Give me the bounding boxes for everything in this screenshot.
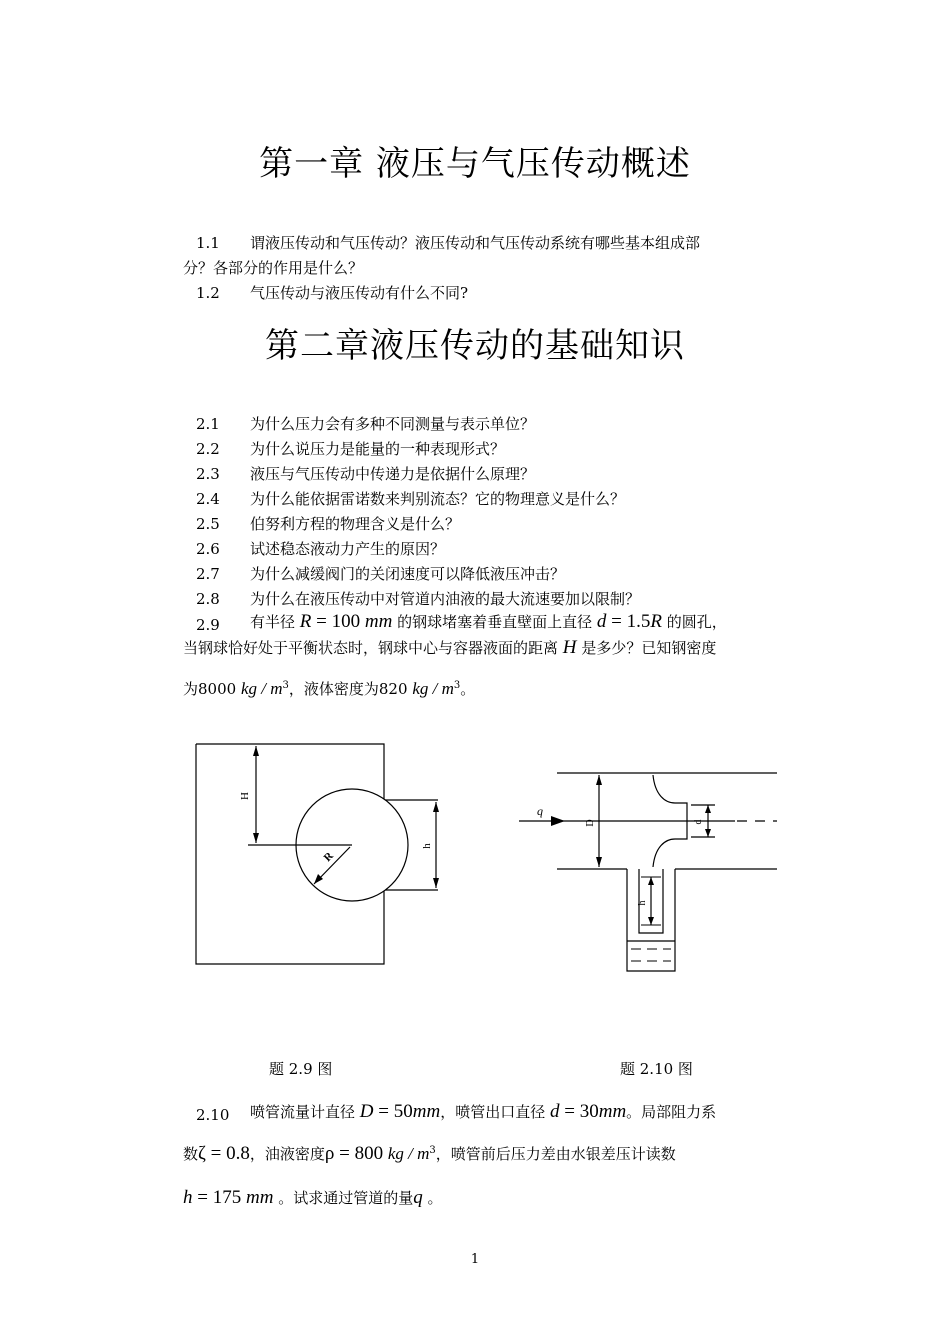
arrow [433,802,439,812]
text-run: 的圆孔， [666,613,727,631]
arrow [596,857,602,867]
question-2-9-number: 2.9 [196,616,220,634]
formula-D: D = 50mm [359,1101,441,1122]
text-run: 。 [427,1189,443,1207]
question-1-1-number: 1.1 [196,234,220,252]
label-d: d [693,819,704,825]
question-number: 2.2 [196,440,220,458]
arrow [648,917,654,925]
chapter-2-title: 第二章液压传动的基础知识 [265,326,685,366]
question-2-9-line1 [250,612,727,632]
formula-h: h = 175 mm [183,1187,274,1208]
unit: kg / m [412,679,454,698]
formula-rho: ρ = 800 [324,1143,384,1164]
arrow [253,746,259,756]
question-number: 2.7 [196,565,220,583]
question-1-1-text: 谓液压传动和气压传动？液压传动和气压传动系统有哪些基本组成部 [250,234,701,252]
question-text: 伯努利方程的物理含义是什么？ [250,515,461,533]
question-2-9-line2 [183,638,716,658]
arrow [648,877,654,885]
unit: mm [598,1101,627,1122]
question-2-9-line3 [183,676,475,699]
label-q: q [537,804,543,818]
figure-2-9 [190,738,450,970]
text-run: 数 [183,1145,199,1163]
question-text: 为什么在液压传动中对管道内油液的最大流速要加以限制？ [250,590,641,608]
flow-arrow [551,816,565,826]
question-number: 2.3 [196,465,220,483]
arrow [705,805,711,813]
formula-d: d = 30mm [550,1101,627,1122]
question-number: 2.6 [196,540,220,558]
formula-d: d = 1.5R [596,611,662,632]
text-run: 为8000 [183,680,237,698]
figure-2-10 [515,765,780,977]
unit: mm [364,611,393,632]
question-text: 为什么压力会有多种不同测量与表示单位？ [250,415,536,433]
question-text: 为什么能依据雷诺数来判别流态？它的物理意义是什么？ [250,490,626,508]
question-text: 为什么说压力是能量的一种表现形式？ [250,440,506,458]
label-h: h [637,900,648,906]
text-run: ，喷管前后压力差由水银差压计读数 [435,1145,676,1163]
label-D: D [585,819,596,827]
unit: mm [412,1101,441,1122]
unit: mm [245,1187,274,1208]
question-text: 试述稳态液动力产生的原因？ [250,540,446,558]
text-run: ，油液密度 [249,1145,325,1163]
text-run: ，液体密度为820 [288,680,408,698]
label-h: h [421,843,433,849]
question-number: 2.4 [196,490,220,508]
label-H: H [239,792,251,800]
text-run: 有半径 [250,613,296,631]
question-2-10-line2 [183,1141,676,1164]
arrow [596,775,602,785]
arrow [705,829,711,837]
symbol-H: H [562,637,577,658]
page-number: 1 [470,1252,480,1267]
question-1-2-text: 气压传动与液压传动有什么不同? [250,284,469,302]
question-number: 2.5 [196,515,220,533]
text-run: 。局部阻力系 [626,1103,717,1121]
figure-2-9-caption: 题 2.9 图 [269,1060,333,1078]
question-1-1-text-cont: 分？各部分的作用是什么？ [183,259,364,277]
text-run: 的钢球堵塞着垂直壁面上直径 [397,613,593,631]
question-number: 2.1 [196,415,220,433]
text-run: 当钢球恰好处于平衡状态时，钢球中心与容器液面的距离 [183,639,559,657]
unit: kg / m [240,679,283,698]
question-text: 为什么减缓阀门的关闭速度可以降低液压冲击？ [250,565,566,583]
chapter-1-title: 第一章 液压与气压传动概述 [259,144,691,184]
question-2-10-line3 [183,1188,443,1208]
question-2-10-number: 2.10 [196,1106,230,1124]
formula-R: R = 100 mm [299,611,393,632]
text-run: 喷管流量计直径 [250,1103,356,1121]
label-R: R [321,850,336,865]
figure-2-10-caption: 题 2.10 图 [620,1060,693,1078]
superscript: 3 [429,1145,436,1156]
arrow [433,878,439,888]
question-2-10-line1 [250,1102,716,1122]
question-number: 2.8 [196,590,220,608]
superscript: 3 [453,680,461,691]
arrow [253,833,259,843]
formula-zeta: ζ = 0.8 [198,1143,250,1164]
text-run: ，喷管出口直径 [440,1103,546,1121]
text-run: 是多少？已知钢密度 [581,639,717,657]
text-run: 。 [460,680,476,698]
symbol-q: q [413,1187,423,1208]
unit: kg / m [387,1144,430,1163]
question-1-2-number: 1.2 [196,284,220,302]
superscript: 3 [282,680,289,691]
text-run: 。试求通过管道的量 [278,1189,414,1207]
question-text: 液压与气压传动中传递力是依据什么原理？ [250,465,536,483]
